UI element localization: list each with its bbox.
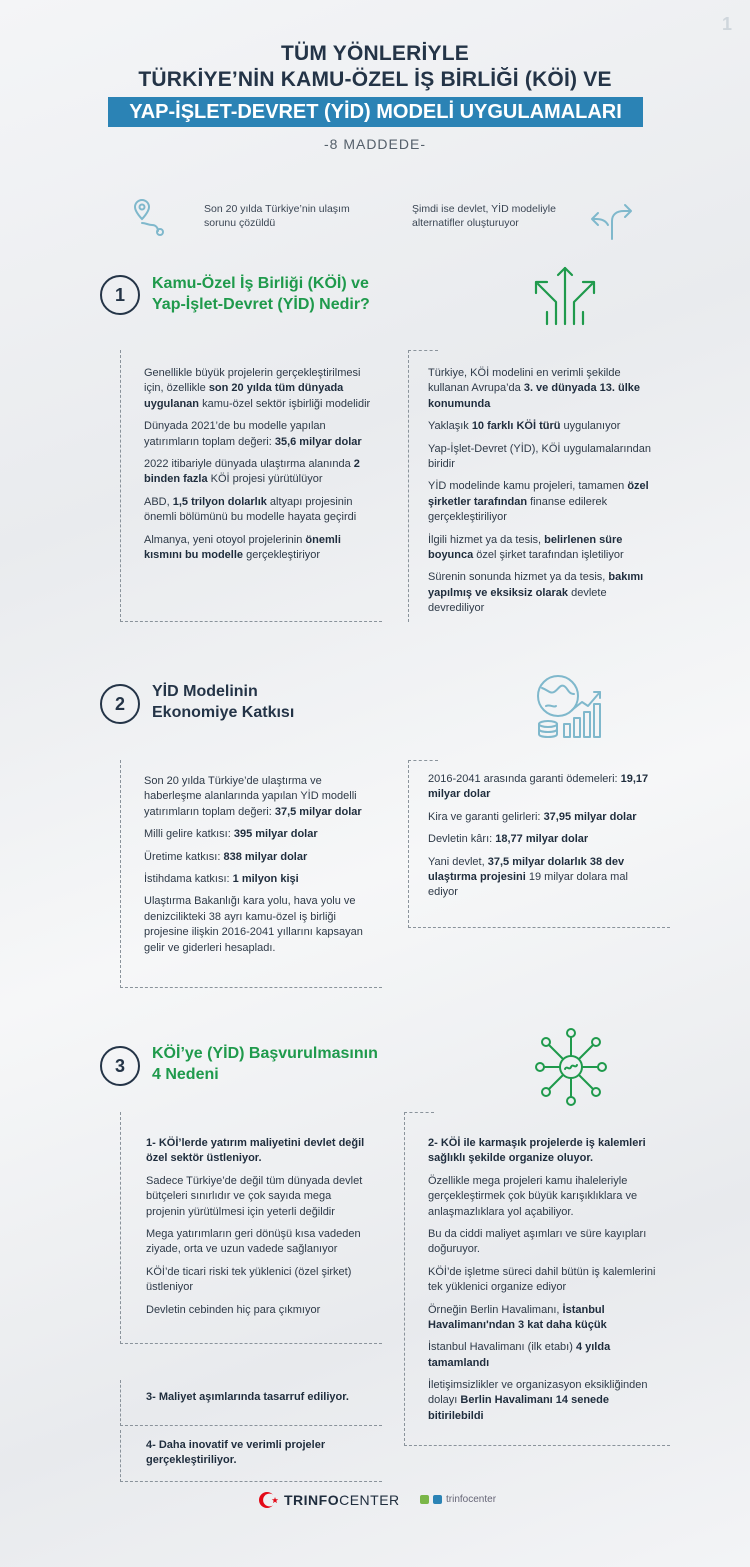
list-item: Dünyada 2021’de bu modelle yapılan yatırımların toplam değeri: 35,6 milyar dolar — [144, 420, 362, 448]
map-pin-route-icon — [130, 196, 170, 238]
branching-arrows-icon — [530, 262, 600, 326]
crescent-star-icon — [258, 1490, 280, 1510]
list-item: Ulaştırma Bakanlığı kara yolu, hava yolu ve denizcilikteki 38 ayrı kamu-özel iş birliği projesine ilişkin 2016-2041 yıllarını kapsayan gelir ve giderleri hesapladı. — [144, 895, 363, 954]
list-item: Yaklaşık 10 farklı KÖİ türü uygulanıyor — [428, 420, 621, 433]
list-item: Kira ve garanti gelirleri: 37,95 milyar dolar — [428, 810, 637, 823]
list-item: KÖİ’de işletme süreci dahil bütün iş kalemlerini tek yüklenici organize ediyor — [428, 1265, 656, 1294]
list-item: İstanbul Havalimanı (ilk etabı) 4 yılda tamamlandı — [428, 1341, 611, 1369]
list-item: Devletin kârı: 18,77 milyar dolar — [428, 833, 589, 846]
footer-logo — [258, 1490, 400, 1510]
title-line-1: TÜM YÖNLERİYLE — [281, 42, 469, 65]
list-item: İletişimsizlikler ve organizasyon eksikliğinden dolayı Berlin Havalimanı 14 senede bitirilebildi — [428, 1379, 648, 1422]
list-item: Yani devlet, 37,5 milyar dolarlık 38 dev ulaştırma projesini 19 milyar dolara mal ediyor — [428, 855, 628, 899]
section-3-reason-3: 3- Maliyet aşımlarında tasarruf ediliyor. — [146, 1391, 349, 1403]
list-item: İstihdama katkısı: 1 milyon kişi — [144, 872, 299, 885]
list-item: Devletin cebinden hiç para çıkmıyor — [146, 1303, 321, 1316]
intro-right-text: Şimdi ise devlet, YİD modeliyle alternatifler oluşturuyor — [412, 203, 556, 229]
list-item: 1- KÖİ’lerde yatırım maliyetini devlet değil özel sektör üstleniyor. — [146, 1137, 365, 1165]
section-3-reason-3-box — [120, 1380, 382, 1426]
section-2-left-list — [120, 760, 382, 956]
globe-coins-growth-icon — [532, 672, 604, 740]
social-icon-1 — [420, 1495, 429, 1504]
list-item: Sadece Türkiye’de değil tüm dünyada devlet bütçeleri sınırlıdır ve çok sayıda mega projenin yürütülmesi için yeterli değildir — [146, 1174, 363, 1218]
section-2-title-line-1: YİD Modelinin — [152, 683, 258, 700]
footer-social — [420, 1494, 496, 1505]
section-2-title-line-2: Ekonomiye Katkısı — [152, 703, 295, 721]
social-icon-2 — [433, 1495, 442, 1504]
section-1-title — [152, 274, 370, 316]
list-item: Mega yatırımların geri dönüşü kısa vadeden ziyade, orta ve uzun vadede sağlanıyor — [146, 1227, 361, 1256]
section-2-right-box — [408, 760, 670, 928]
list-item: Üretime katkısı: 838 milyar dolar — [144, 850, 308, 863]
section-3-right-list — [404, 1112, 670, 1424]
list-item: Bu da ciddi maliyet aşımları ve süre kayıpları doğuruyor. — [428, 1227, 647, 1256]
list-item: Özellikle mega projeleri kamu ihaleleriyle gerçekleştirmek çok büyük karışıklıklara ve anlaşmazlıklara yol açabiliyor. — [428, 1174, 638, 1218]
list-item: 2022 itibariyle dünyada ulaştırma alanında 2 binden fazla KÖİ projesi yürütülüyor — [144, 457, 360, 486]
list-item: 2- KÖİ ile karmaşık projelerde iş kalemleri sağlıklı şekilde organize oluyor. — [428, 1137, 646, 1165]
section-1-left-box — [120, 350, 382, 622]
page-number: 1 — [721, 14, 732, 34]
section-3-title — [152, 1044, 378, 1086]
section-3-left-list — [120, 1112, 382, 1318]
section-1-number: 1 — [100, 275, 140, 315]
title-line-2: TÜRKİYE’NİN KAMU-ÖZEL İŞ BİRLİĞİ (KÖİ) VE — [138, 68, 612, 91]
list-item: Örneğin Berlin Havalimanı, İstanbul Havalimanı'ndan 3 kat daha küçük — [428, 1303, 607, 1331]
section-2-right-list — [408, 760, 670, 901]
footer-social-handle: trinfocenter — [446, 1494, 497, 1505]
list-item: Son 20 yılda Türkiye’de ulaştırma ve haberleşme alanlarında yapılan YİD modelli yatırımların toplam değeri: 37,5 milyar dolar — [144, 775, 362, 818]
list-item: YİD modelinde kamu projeleri, tamamen özel şirketler tarafından finanse edilerek gerçekleştiriliyor — [428, 480, 649, 524]
section-1-right-list — [408, 350, 670, 616]
section-2-title — [152, 682, 294, 724]
list-item: Yap-İşlet-Devret (YİD), KÖİ uygulamalarından biridir — [428, 442, 651, 470]
section-2-number: 2 — [100, 684, 140, 724]
network-hub-icon — [534, 1026, 608, 1108]
section-3-title-line-2: 4 Nedeni — [152, 1065, 219, 1083]
footer-brand-bold: TRINFO — [284, 1492, 340, 1508]
section-3-left-box — [120, 1112, 382, 1344]
list-item: 2016-2041 arasında garanti ödemeleri: 19,17 milyar dolar — [428, 773, 649, 801]
section-3-reason-4-box — [120, 1430, 382, 1482]
list-item: Sürenin sonunda hizmet ya da tesis, bakımı yapılmış ve eksiksiz olarak devlete devrediliyor — [428, 571, 644, 615]
section-3-title-line-1: KÖİ’ye (YİD) Başvurulmasının — [152, 1045, 378, 1062]
intro-left-text: Son 20 yılda Türkiye’nin ulaşım sorunu çözüldü — [204, 203, 350, 229]
section-1-title-line-2: Yap-İşlet-Devret (YİD) Nedir? — [152, 295, 370, 313]
section-1-left-list — [120, 350, 382, 563]
section-2-left-box — [120, 760, 382, 988]
section-3-reason-4: 4- Daha inovatif ve verimli projeler gerçekleştiriliyor. — [146, 1439, 326, 1467]
footer-brand-regular: CENTER — [339, 1492, 400, 1508]
list-item: Genellikle büyük projelerin gerçekleştirilmesi için, özellikle son 20 yılda tüm dünyada uygulanan kamu-özel sektör işbirliği modelidir — [144, 367, 371, 410]
list-item: Türkiye, KÖİ modelini en verimli şekilde kullanan Avrupa’da 3. ve dünyada 13. ülke konumunda — [428, 367, 640, 410]
section-1-right-box — [408, 350, 670, 622]
list-item: ABD, 1,5 trilyon dolarlık altyapı projesinin önemli bölümünü bu modelle hayata geçirdi — [144, 495, 357, 524]
subtitle: -8 MADDEDE- — [323, 136, 426, 152]
list-item: İlgili hizmet ya da tesis, belirlenen süre boyunca özel şirket tarafından işletiliyor — [428, 533, 624, 561]
section-3-right-box — [404, 1112, 670, 1446]
title-line-3: YAP-İŞLET-DEVRET (YİD) MODELİ UYGULAMALARI — [108, 97, 643, 127]
list-item: Milli gelire katkısı: 395 milyar dolar — [144, 828, 318, 841]
section-3-number: 3 — [100, 1046, 140, 1086]
section-1-title-line-1: Kamu-Özel İş Birliği (KÖİ) ve — [152, 275, 369, 292]
list-item: Almanya, yeni otoyol projelerinin önemli kısmını bu modelle gerçekleştiriyor — [144, 533, 341, 561]
list-item: KÖİ’de ticari riski tek yüklenici (özel şirket) üstleniyor — [146, 1265, 352, 1294]
direction-arrows-icon — [590, 195, 634, 241]
